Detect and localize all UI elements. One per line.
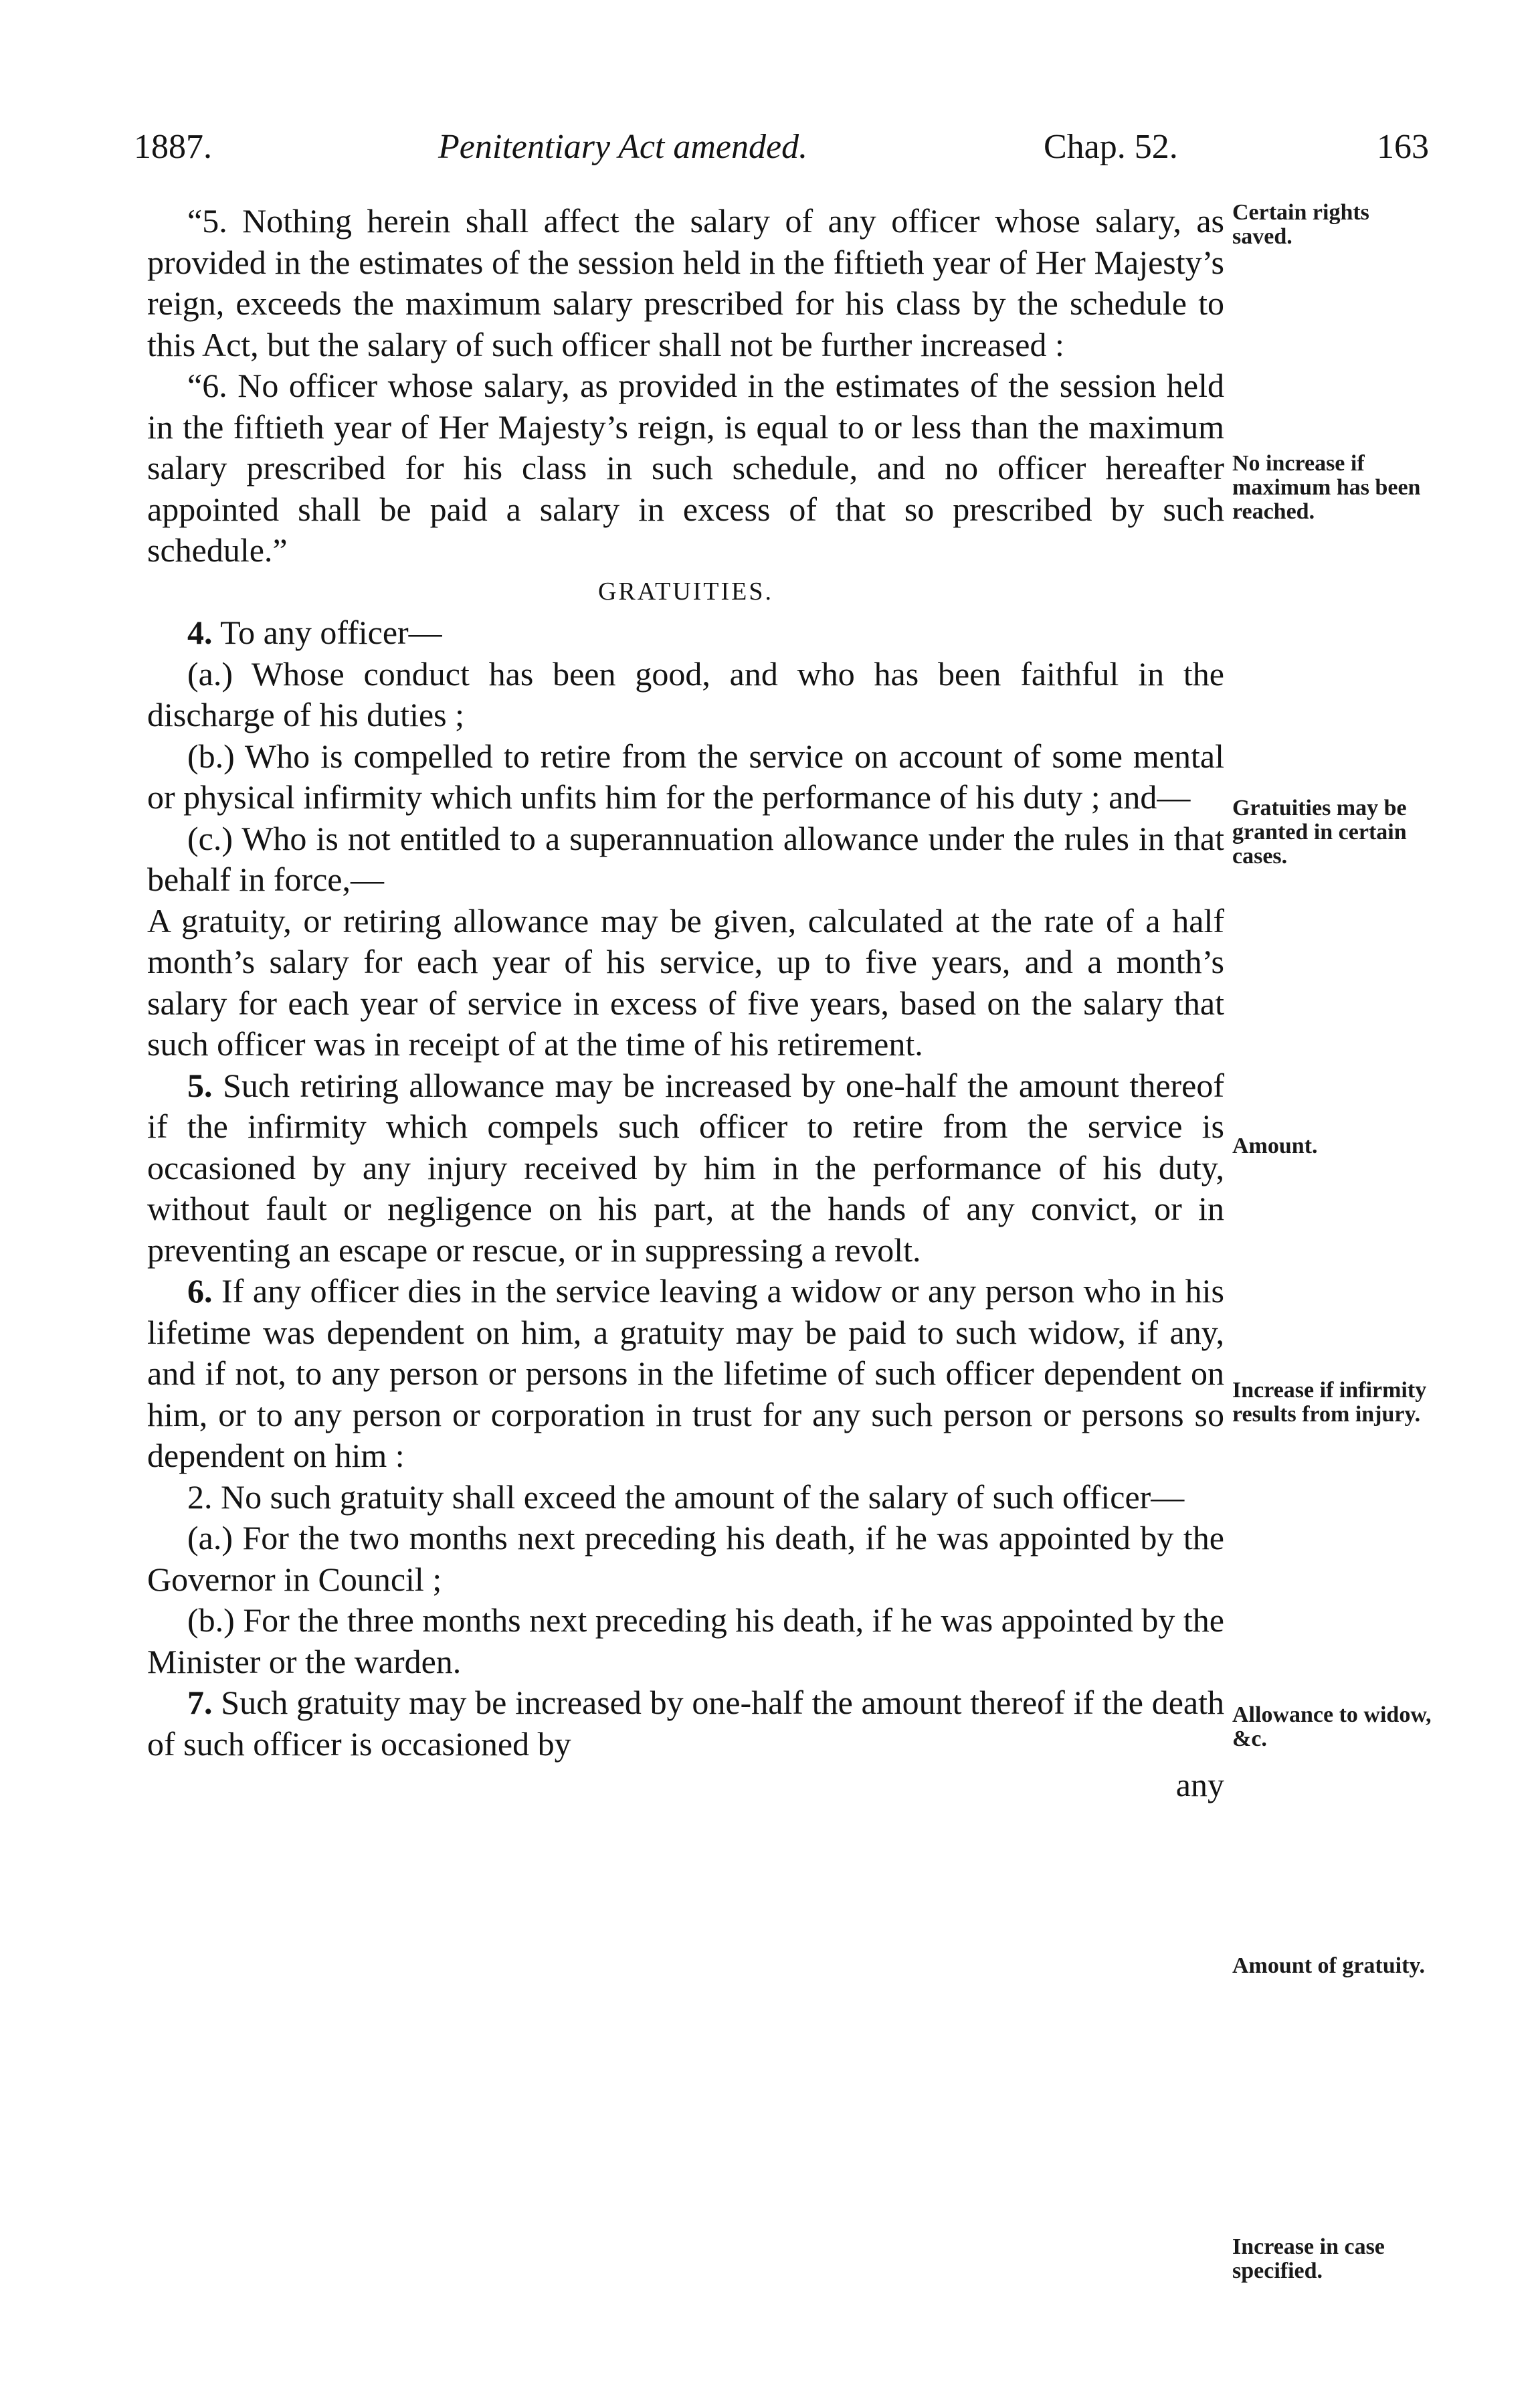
clause-4-c: (c.) Who is not entitled to a superannuation allowance under the rules in that behalf in force,— [147, 819, 1224, 898]
section-6-text: If any officer dies in the service leaving a widow or any person who in his lifetime was dependent on him, a gratuity may be paid to such widow, if any, and if not, to any person or persons in the lifetime of such officer dependent on him, or to any person or corporation in trust for any such person or persons so dependent on him : [147, 1272, 1225, 1474]
section-4-amount: A gratuity, or retiring allowance may be given, calculated at the rate of a half month’s salary for each year of his service, up to five years, and a month’s salary for each year of service in excess of five years, based on the salary that such officer was in receipt of at the time of his retirement. [147, 901, 1224, 1063]
clause-6-2-b: (b.) For the three months next preceding his death, if he was appointed by the Minister or the warden. [147, 1601, 1224, 1680]
paragraph-quoted-section-6: “6. No officer whose salary, as provided in the estimates of the session held in the fiftieth year of Her Majesty’s reign, is equal to or less than the maximum salary prescribed for his class in such schedule, and no officer hereafter appointed shall be paid a salary in excess of that so prescribed by such schedule.” [147, 367, 1224, 569]
section-number: 4. [187, 614, 213, 651]
margin-note-gratuities-granted: Gratuities may be granted in certain cases. [1232, 796, 1407, 869]
margin-note-amount: Amount. [1232, 1134, 1318, 1158]
margin-note-increase-infirmity: Increase if infirmity results from injury. [1232, 1378, 1427, 1427]
page-number: 163 [1377, 128, 1429, 166]
paragraph-quoted-section-5: “5. Nothing herein shall affect the salary of any officer whose salary, as provided in the estimates of the session held in the fiftieth year of Her Majesty’s reign, exceeds the maximum salary prescribed for his class by the schedule to this Act, but the salary of such officer shall not be further increased : [147, 202, 1224, 363]
margin-note-certain-rights: Certain rights saved. [1232, 200, 1369, 249]
margin-note-no-increase: No increase if maximum has been reached. [1232, 451, 1421, 524]
section-6 [147, 1271, 1224, 1477]
header-chapter: Chap. 52. [1044, 128, 1178, 166]
section-number: 7. [187, 1684, 213, 1721]
running-header [134, 127, 1432, 174]
header-year: 1887. [134, 128, 212, 166]
section-4-intro-text: To any officer— [220, 614, 442, 651]
body-text [147, 201, 1224, 1806]
section-4-intro [147, 612, 1224, 654]
clause-4-a: (a.) Whose conduct has been good, and who has been faithful in the discharge of his duties ; [147, 654, 1224, 733]
catchword: any [1175, 1766, 1224, 1803]
section-heading-gratuities: GRATUITIES. [597, 577, 774, 606]
section-6-subsection-2: 2. No such gratuity shall exceed the amount of the salary of such officer— [187, 1478, 1185, 1516]
section-5 [147, 1065, 1224, 1271]
section-number: 6. [187, 1272, 213, 1310]
section-7 [147, 1682, 1224, 1765]
clause-6-2-a: (a.) For the two months next preceding his death, if he was appointed by the Governor in Council ; [147, 1519, 1224, 1598]
section-5-text: Such retiring allowance may be increased by one-half the amount thereof if the infirmity which compels such officer to retire from the service is occasioned by any injury received by him in the performance of his duty, without fault or negligence on his part, at the hands of any convict, or in preventing an escape or rescue, or in suppressing a revolt. [147, 1066, 1225, 1269]
section-7-text: Such gratuity may be increased by one-half the amount thereof if the death of such officer is occasioned by [147, 1684, 1225, 1763]
header-title: Penitentiary Act amended. [438, 128, 808, 166]
margin-note-increase-in-case: Increase in case specified. [1232, 2234, 1385, 2283]
clause-4-b: (b.) Who is compelled to retire from the service on account of some mental or physical infirmity which unfits him for the performance of his duty ; and— [147, 737, 1224, 816]
margin-note-amount-of-gratuity: Amount of gratuity. [1232, 1953, 1426, 1978]
section-number: 5. [187, 1066, 213, 1104]
margin-note-allowance-widow: Allowance to widow, &c. [1232, 1702, 1432, 1751]
